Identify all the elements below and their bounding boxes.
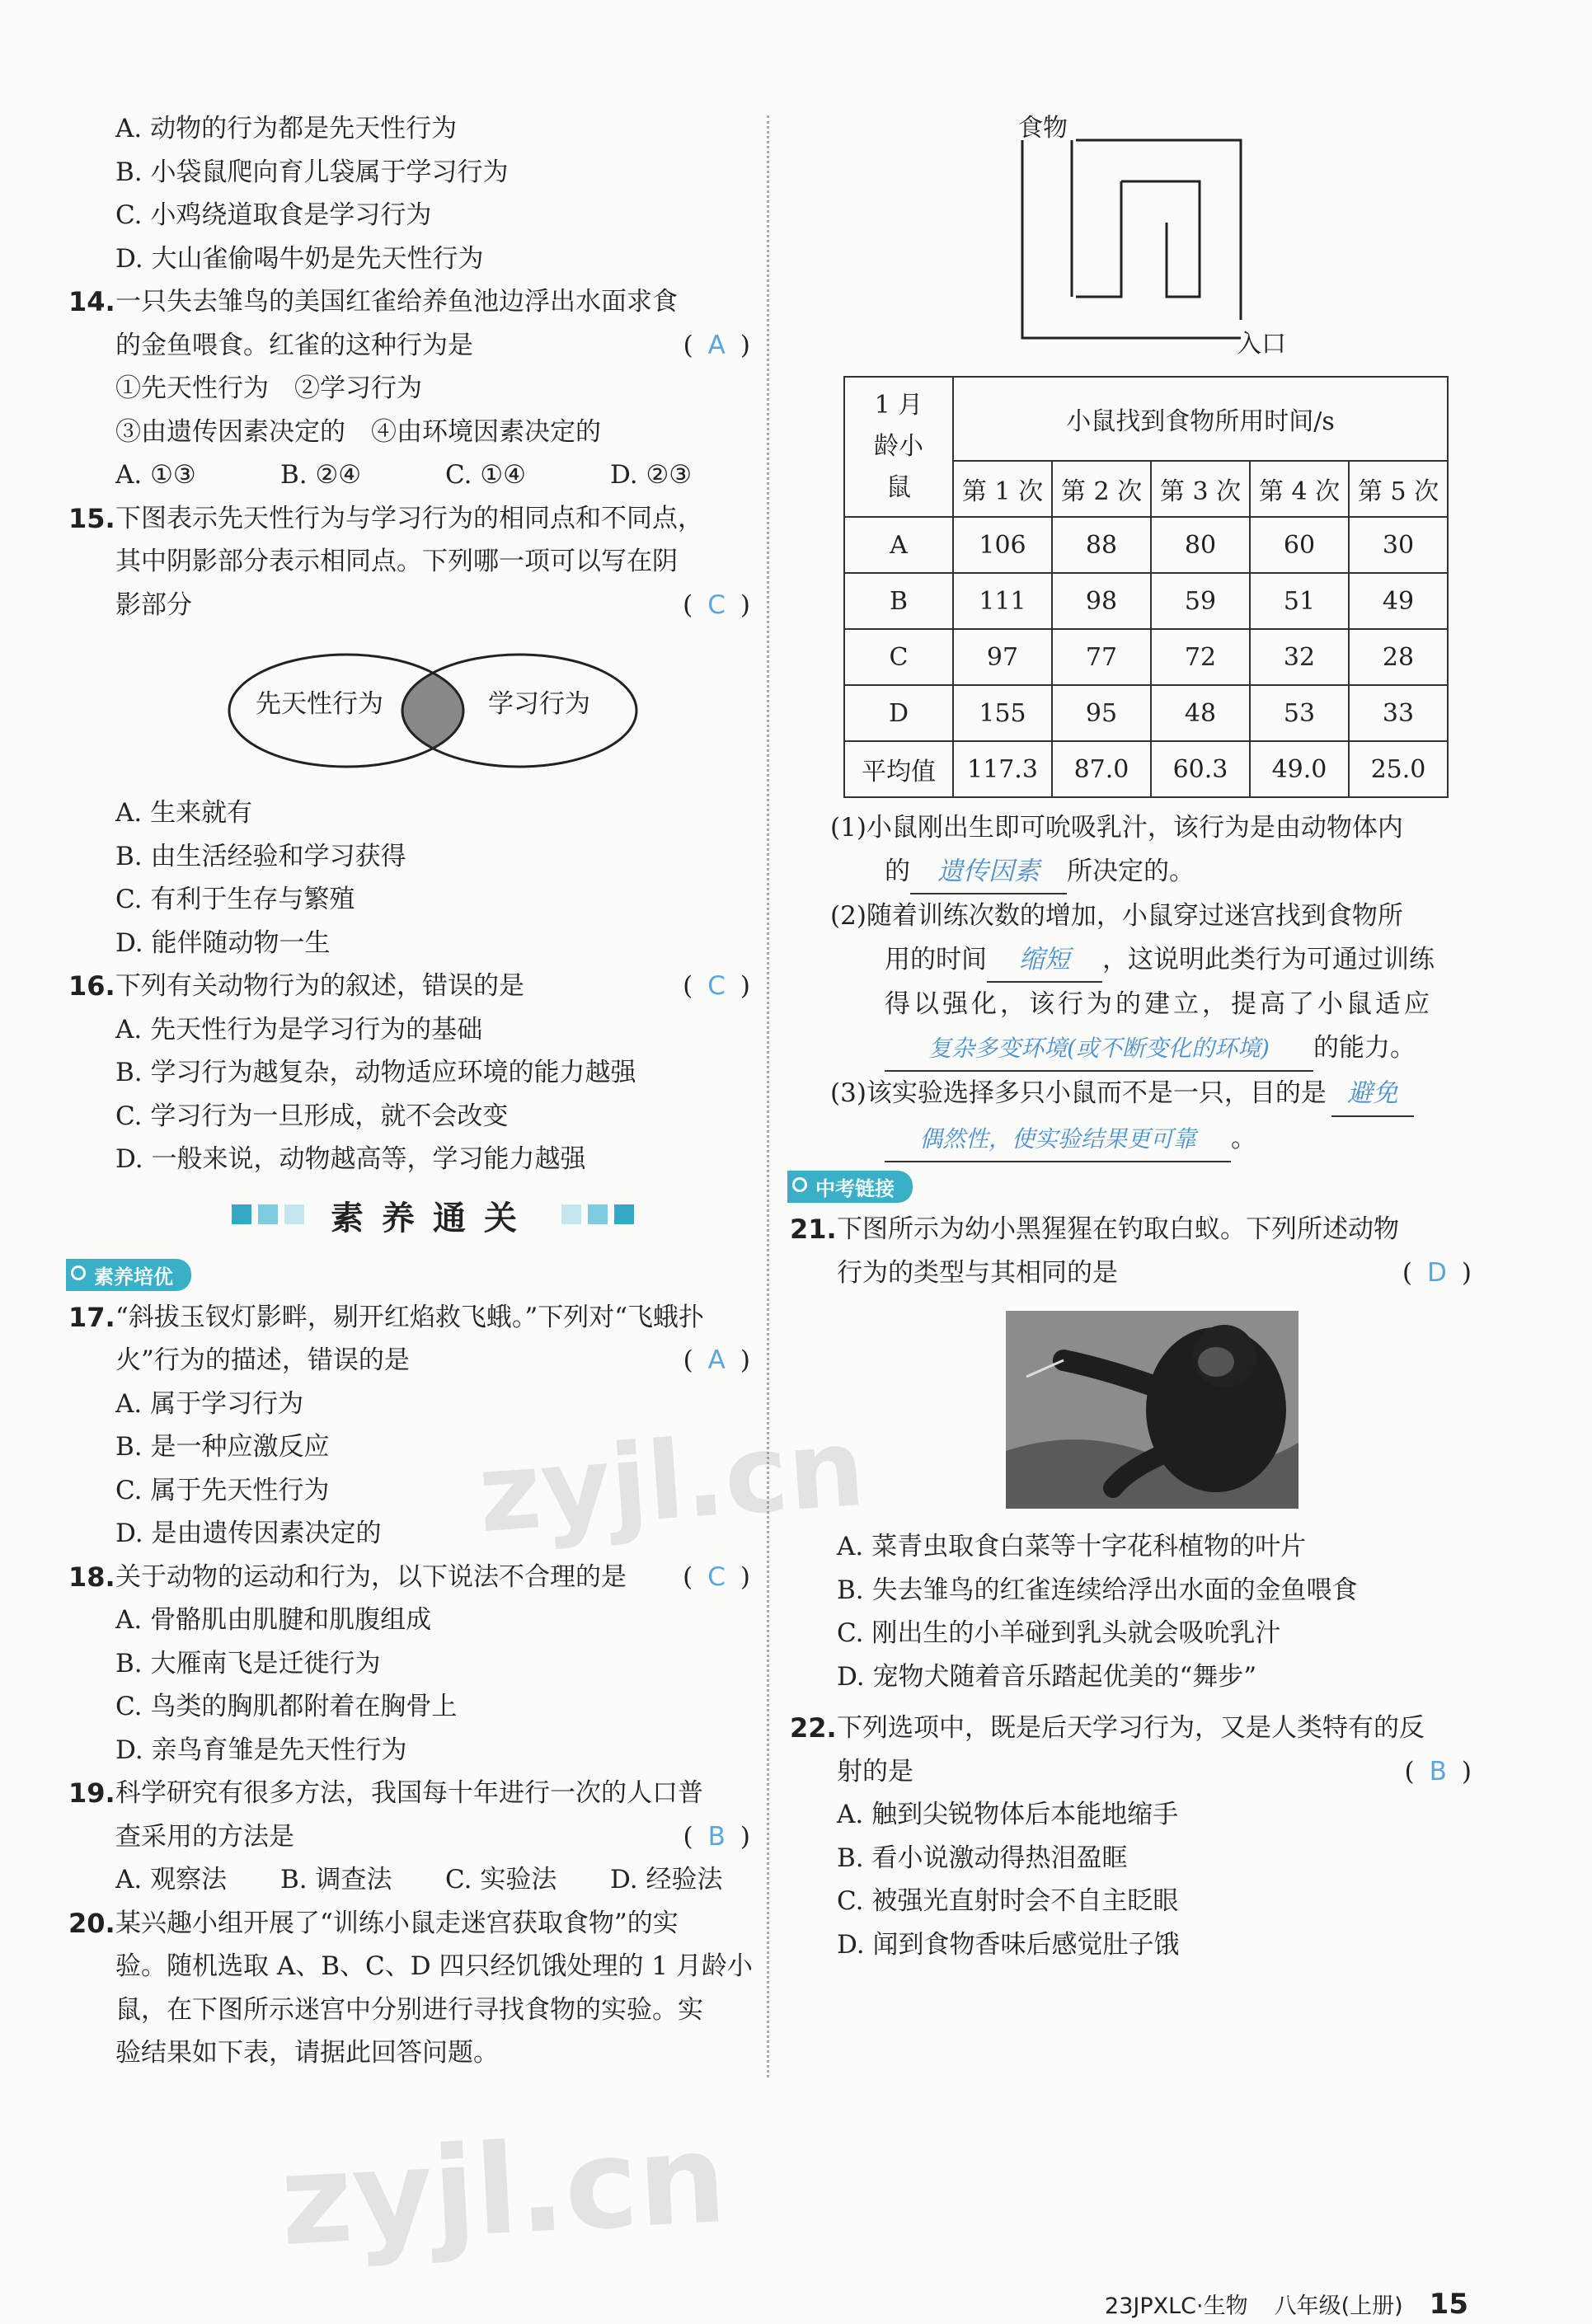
q14-number: 14. [68, 286, 115, 317]
q19-options [115, 1858, 750, 1902]
watermark-2: zyjl.cn [276, 2106, 730, 2275]
table-cell: 98 [1052, 573, 1151, 629]
sub2-line-4 [837, 1026, 1472, 1073]
q21-text-1: 下图所示为幼小黑猩猩在钓取白蚁。下列所述动物 [837, 1214, 1399, 1244]
sub3-line-1 [830, 1072, 1472, 1117]
q17-text-1: “斜拔玉钗灯影畔，剔开红焰救飞蛾。”下列对“飞蛾扑 [115, 1302, 705, 1332]
table-cell: 32 [1250, 629, 1349, 685]
q14-option-d: D. ②③ [610, 460, 693, 490]
q17-option-c: C. 属于先天性行为 [115, 1475, 330, 1505]
q14-text-2: 的金鱼喂食。红雀的这种行为是 [115, 330, 473, 360]
q20-stem-1 [68, 1902, 750, 1946]
q19-number: 19. [68, 1777, 115, 1809]
q22-answer-value: B [1429, 1756, 1447, 1786]
venn-right-label: 学习行为 [488, 689, 590, 719]
q15-answer: ( C ) [683, 589, 750, 620]
table-cell: 95 [1052, 685, 1151, 741]
q18-option-d: D. 亲鸟育雏是先天性行为 [115, 1735, 407, 1765]
q17-option-b: B. 是一种应激反应 [115, 1432, 330, 1462]
table-cell: 97 [953, 629, 1052, 685]
table-cell: 33 [1349, 685, 1448, 741]
q18-text-1: 关于动物的运动和行为，以下说法不合理的是 [115, 1561, 627, 1592]
table-cell: 60 [1250, 517, 1349, 573]
table-row [844, 685, 1448, 741]
q16-option-b: B. 学习行为越复杂，动物适应环境的能力越强 [115, 1058, 636, 1087]
maze-inner-wall-3 [1121, 181, 1200, 297]
q15-text-1: 下图表示先天性行为与学习行为的相同点和不同点， [115, 503, 703, 533]
sub2-line-1: (2)随着训练次数的增加，小鼠穿过迷宫找到食物所 [830, 901, 1403, 931]
table-cell: 155 [953, 685, 1052, 741]
q20-stem-4: 验结果如下表，请据此回答问题。 [115, 2038, 499, 2068]
trial-4: 第 4 次 [1250, 461, 1349, 517]
maze-diagram [837, 107, 1472, 363]
q15-text-3: 影部分 [115, 589, 192, 620]
row-label: C [844, 629, 953, 685]
q14-answer: ( A ) [683, 330, 750, 360]
venn-left-label: 先天性行为 [256, 689, 383, 719]
q15-option-b: B. 由生活经验和学习获得 [115, 841, 406, 871]
sub3-answer-a: 避免 [1331, 1072, 1414, 1117]
table-cell: 60.3 [1151, 741, 1250, 797]
maze-outer-wall-right [1076, 140, 1241, 320]
sub3-text: (3)该实验选择多只小鼠而不是一只，目的是 [830, 1078, 1327, 1108]
table-cell: 53 [1250, 685, 1349, 741]
q21-text-2: 行为的类型与其相同的是 [837, 1257, 1118, 1288]
sub2-answer: 缩短 [987, 938, 1102, 984]
q21-answer-value: D [1427, 1257, 1447, 1288]
q22-stem-2 [837, 1750, 1472, 1794]
q22-number: 22. [790, 1712, 837, 1744]
q13-option-b: B. 小袋鼠爬向育儿袋属于学习行为 [115, 157, 509, 187]
row-label: B [844, 573, 953, 629]
q15-stem-3 [115, 584, 750, 627]
q21-option-a: A. 菜青虫取食白菜等十字花科植物的叶片 [837, 1532, 1307, 1561]
table-cell: 88 [1052, 517, 1151, 573]
chimpanzee-photo [1006, 1311, 1298, 1509]
tag-zhongkao-lianjie: 中考链接 [787, 1171, 913, 1203]
q22-answer: ( B ) [1404, 1756, 1472, 1786]
q17-answer: ( A ) [683, 1345, 750, 1375]
q22-option-d: D. 闻到食物香味后感觉肚子饿 [837, 1929, 1180, 1960]
q22-option-a: A. 触到尖锐物体后本能地缩手 [837, 1800, 1179, 1829]
q15-option-c: C. 有利于生存与繁殖 [115, 885, 355, 914]
corner-line-3: 鼠 [886, 473, 911, 502]
table-row [844, 741, 1448, 797]
q17-text-2: 火”行为的描述，错误的是 [115, 1345, 410, 1375]
q21-answer: ( D ) [1402, 1257, 1472, 1288]
q14-options [115, 453, 750, 497]
q15-stem-2: 其中阴影部分表示相同点。下列哪一项可以写在阴 [115, 547, 678, 576]
q22-option-b: B. 看小说激动得热泪盈眶 [837, 1843, 1128, 1873]
watermark-1: zyjl.cn [474, 1404, 869, 1557]
maze-outer-wall-left [1022, 140, 1241, 338]
table-cell: 28 [1349, 629, 1448, 685]
sub2-pre: 用的时间 [885, 944, 987, 974]
table-cell: 106 [953, 517, 1052, 573]
q19-text-2: 查采用的方法是 [115, 1821, 294, 1852]
sub1-post: 所决定的。 [1067, 856, 1195, 886]
table-cell: 72 [1151, 629, 1250, 685]
q15-option-d: D. 能伴随动物一生 [115, 927, 331, 958]
table-cell: 49.0 [1250, 741, 1349, 797]
q17-stem-1 [68, 1296, 750, 1340]
q18-option-c: C. 鸟类的胸肌都附着在胸骨上 [115, 1692, 458, 1721]
q22-option-c: C. 被强光直射时会不自主眨眼 [837, 1886, 1179, 1916]
table-row [844, 629, 1448, 685]
section-deco-left [228, 1204, 308, 1228]
table-row [844, 517, 1448, 573]
q16-option-c: C. 学习行为一旦形成，就不会改变 [115, 1101, 509, 1131]
table-cell: 87.0 [1052, 741, 1151, 797]
table-cell: 51 [1250, 573, 1349, 629]
q21-option-c: C. 刚出生的小羊碰到乳头就会吸吮乳汁 [837, 1618, 1281, 1648]
q19-answer-value: B [707, 1821, 726, 1852]
maze-svg [837, 107, 1472, 363]
q15-option-a: A. 生来就有 [115, 798, 253, 828]
q17-number: 17. [68, 1301, 115, 1333]
q19-option-c: C. 实验法 [445, 1865, 557, 1894]
q16-answer-value: C [707, 971, 726, 1001]
table-cell: 25.0 [1349, 741, 1448, 797]
q19-text-1: 科学研究有很多方法，我国每十年进行一次的人口普 [115, 1778, 703, 1808]
results-table [843, 376, 1449, 798]
maze-food-label: 食物 [1018, 114, 1068, 143]
venn-diagram [223, 645, 750, 777]
trial-3: 第 3 次 [1151, 461, 1250, 517]
maze-inner-wall-2 [1076, 181, 1121, 297]
row-label: A [844, 517, 953, 573]
q22-text-2: 射的是 [837, 1756, 913, 1786]
q17-option-d: D. 是由遗传因素决定的 [115, 1519, 382, 1548]
q20-number: 20. [68, 1907, 115, 1939]
sub1-line-1: (1)小鼠刚出生即可吮吸乳汁，该行为是由动物体内 [830, 813, 1403, 843]
q13-option-c: C. 小鸡绕道取食是学习行为 [115, 200, 432, 230]
sub2-post: ，这说明此类行为可通过训练 [1102, 944, 1435, 974]
q14-stem-1 [68, 280, 750, 324]
q17-stem-2 [115, 1339, 750, 1383]
q16-number: 16. [68, 970, 115, 1002]
section-deco-right [558, 1204, 637, 1228]
sub1-pre: 的 [885, 856, 910, 886]
q14-item-1: ①先天性行为 ②学习行为 [115, 373, 422, 403]
sub2-line-2 [837, 938, 1472, 984]
q16-stem-1 [68, 965, 750, 1008]
table-corner [844, 377, 953, 517]
q18-answer-value: C [707, 1561, 726, 1592]
sub2-line-3: 得以强化，该行为的建立，提高了小鼠适应 [885, 989, 1433, 1019]
trial-2: 第 2 次 [1052, 461, 1151, 517]
corner-line-2: 龄小 [874, 432, 923, 461]
table-cell: 49 [1349, 573, 1448, 629]
q16-option-d: D. 一般来说，动物越高等，学习能力越强 [115, 1144, 586, 1174]
q22-text-1: 下列选项中，既是后天学习行为，又是人类特有的反 [837, 1713, 1425, 1743]
q14-stem-2 [115, 324, 750, 368]
q21-option-b: B. 失去雏鸟的红雀连续给浮出水面的金鱼喂食 [837, 1575, 1358, 1605]
table-row [844, 573, 1448, 629]
page-number: 15 [1429, 2288, 1468, 2321]
q19-option-b: B. 调查法 [280, 1865, 392, 1894]
chimpanzee-illustration [1006, 1311, 1298, 1509]
q15-stem-1 [68, 497, 750, 541]
q18-answer: ( C ) [683, 1561, 750, 1592]
trial-5: 第 5 次 [1349, 461, 1448, 517]
q19-option-d: D. 经验法 [610, 1865, 723, 1894]
q20-text-1: 某兴趣小组开展了“训练小鼠走迷宫获取食物”的实 [115, 1908, 679, 1938]
row-label: D [844, 685, 953, 741]
q21-stem-1 [790, 1208, 1472, 1251]
page-footer [1105, 2288, 1468, 2321]
q19-option-a: A. 观察法 [115, 1865, 228, 1894]
q19-answer: ( B ) [683, 1821, 750, 1852]
q14-answer-value: A [707, 330, 726, 360]
maze-entrance-label: 入口 [1237, 330, 1286, 359]
corner-line-1: 1 月 [874, 391, 923, 420]
q18-option-a: A. 骨骼肌由肌腱和肌腹组成 [115, 1605, 432, 1635]
q17-answer-value: A [707, 1345, 726, 1375]
table-header: 小鼠找到食物所用时间/s [953, 377, 1448, 461]
section-title: 素养通关 [331, 1200, 535, 1237]
sub3-answer-b: 偶然性，使实验结果更可靠 [885, 1118, 1231, 1163]
q16-text-1: 下列有关动物行为的叙述，错误的是 [115, 971, 524, 1001]
sub1-line-2 [837, 850, 1472, 895]
sub2-post-2: 的能力。 [1313, 1032, 1416, 1063]
table-cell: 111 [953, 573, 1052, 629]
footer-code: 23JPXLC·生物 [1105, 2293, 1248, 2319]
table-cell: 48 [1151, 685, 1250, 741]
q19-stem-1 [68, 1772, 750, 1815]
row-label: 平均值 [844, 741, 953, 797]
q14-option-c: C. ①④ [445, 460, 526, 490]
q21-stem-2 [837, 1251, 1472, 1295]
table-cell: 117.3 [953, 741, 1052, 797]
q19-stem-2 [115, 1815, 750, 1859]
q14-option-b: B. ②④ [280, 460, 362, 490]
table-cell: 80 [1151, 517, 1250, 573]
q15-answer-value: C [707, 589, 726, 620]
table-cell: 59 [1151, 573, 1250, 629]
q14-text-1: 一只失去雏鸟的美国红雀给养鱼池边浮出水面求食 [115, 287, 678, 317]
sub1-answer: 遗传因素 [910, 850, 1067, 895]
q13-option-a: A. 动物的行为都是先天性行为 [115, 114, 458, 143]
q21-number: 21. [790, 1214, 837, 1245]
q21-option-d: D. 宠物犬随着音乐踏起优美的“舞步” [837, 1661, 1257, 1692]
q18-stem-1 [68, 1556, 750, 1599]
q16-option-a: A. 先天性行为是学习行为的基础 [115, 1014, 483, 1045]
table-cell: 77 [1052, 629, 1151, 685]
q20-stem-2: 验。随机选取 A、B、C、D 四只经饥饿处理的 1 月龄小 [115, 1951, 753, 1981]
q14-option-a: A. ①③ [115, 460, 196, 490]
q15-number: 15. [68, 502, 115, 534]
left-column [68, 107, 753, 2075]
footer-grade: 八年级(上册) [1274, 2293, 1403, 2319]
q14-item-2: ③由遗传因素决定的 ④由环境因素决定的 [115, 416, 601, 447]
column-divider [767, 115, 769, 2078]
table-cell: 30 [1349, 517, 1448, 573]
sub2-answer-2: 复杂多变环境(或不断变化的环境) [885, 1027, 1313, 1073]
section-title-bar [115, 1181, 750, 1251]
right-column [790, 107, 1472, 1966]
q18-option-b: B. 大雁南飞是迁徙行为 [115, 1648, 381, 1678]
q16-answer: ( C ) [683, 971, 750, 1001]
q18-number: 18. [68, 1561, 115, 1593]
sub3-post: 。 [1231, 1123, 1256, 1153]
sub3-line-2 [837, 1117, 1472, 1163]
tag-suyang-peiyou: 素养培优 [66, 1259, 191, 1291]
table-header-row [844, 377, 1448, 461]
q17-option-a: A. 属于学习行为 [115, 1388, 304, 1419]
q13-option-d: D. 大山雀偷喝牛奶是先天性行为 [115, 243, 484, 274]
q20-stem-3: 鼠，在下图所示迷宫中分别进行寻找食物的实验。实 [115, 1994, 703, 2025]
trial-1: 第 1 次 [953, 461, 1052, 517]
q22-stem-1 [790, 1707, 1472, 1750]
